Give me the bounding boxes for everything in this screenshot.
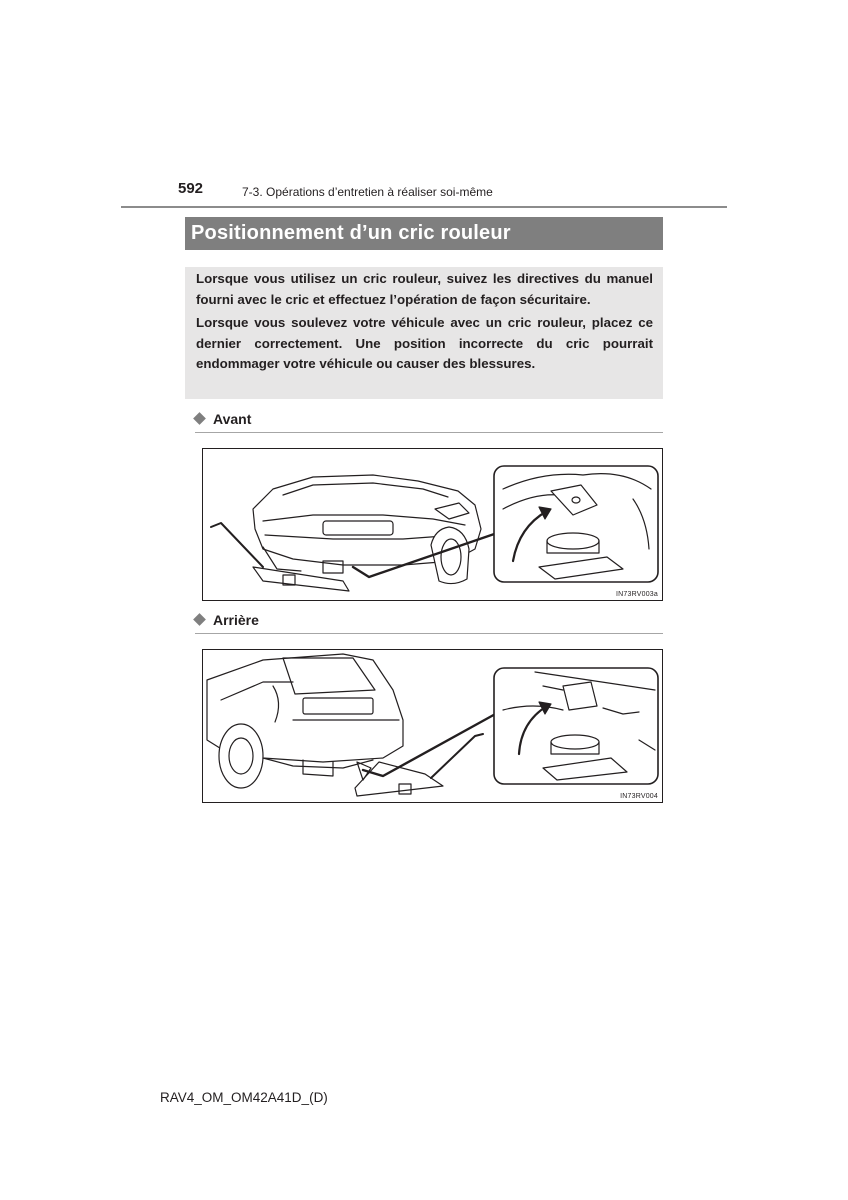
front-heading-label: Avant <box>213 411 252 427</box>
rear-figure-code: IN73RV004 <box>620 793 658 800</box>
caution-paragraph-1: Lorsque vous utilisez un cric rouleur, suivez les directives du manuel fourni avec le cric et effectuez l’opération de façon sécuritaire. <box>196 271 653 307</box>
rear-heading-label: Arrière <box>213 612 259 628</box>
diamond-bullet-icon <box>193 412 206 425</box>
page-title: Positionnement d’un cric rouleur <box>185 217 663 250</box>
front-jack-illustration <box>203 449 664 602</box>
front-figure-code: IN73RV003a <box>616 591 658 598</box>
caution-paragraph-2: Lorsque vous soulevez votre véhicule avec un cric rouleur, placez ce dernier correctement. Une position incorrecte du cric pourrait endommager votre véhicule ou causer des blessures. <box>196 315 653 371</box>
rear-jack-figure <box>202 649 663 803</box>
page-number: 592 <box>178 180 204 197</box>
front-heading-rule <box>195 432 663 433</box>
front-jack-figure <box>202 448 663 601</box>
header-rule <box>121 206 727 208</box>
caution-box <box>185 267 663 399</box>
rear-jack-illustration <box>203 650 664 804</box>
rear-heading-rule <box>195 633 663 634</box>
front-heading <box>195 411 251 427</box>
document-code: RAV4_OM_OM42A41D_(D) <box>160 1090 328 1105</box>
diamond-bullet-icon <box>193 613 206 626</box>
rear-heading <box>195 612 259 628</box>
section-title: 7-3. Opérations d’entretien à réaliser soi-même <box>242 185 493 199</box>
